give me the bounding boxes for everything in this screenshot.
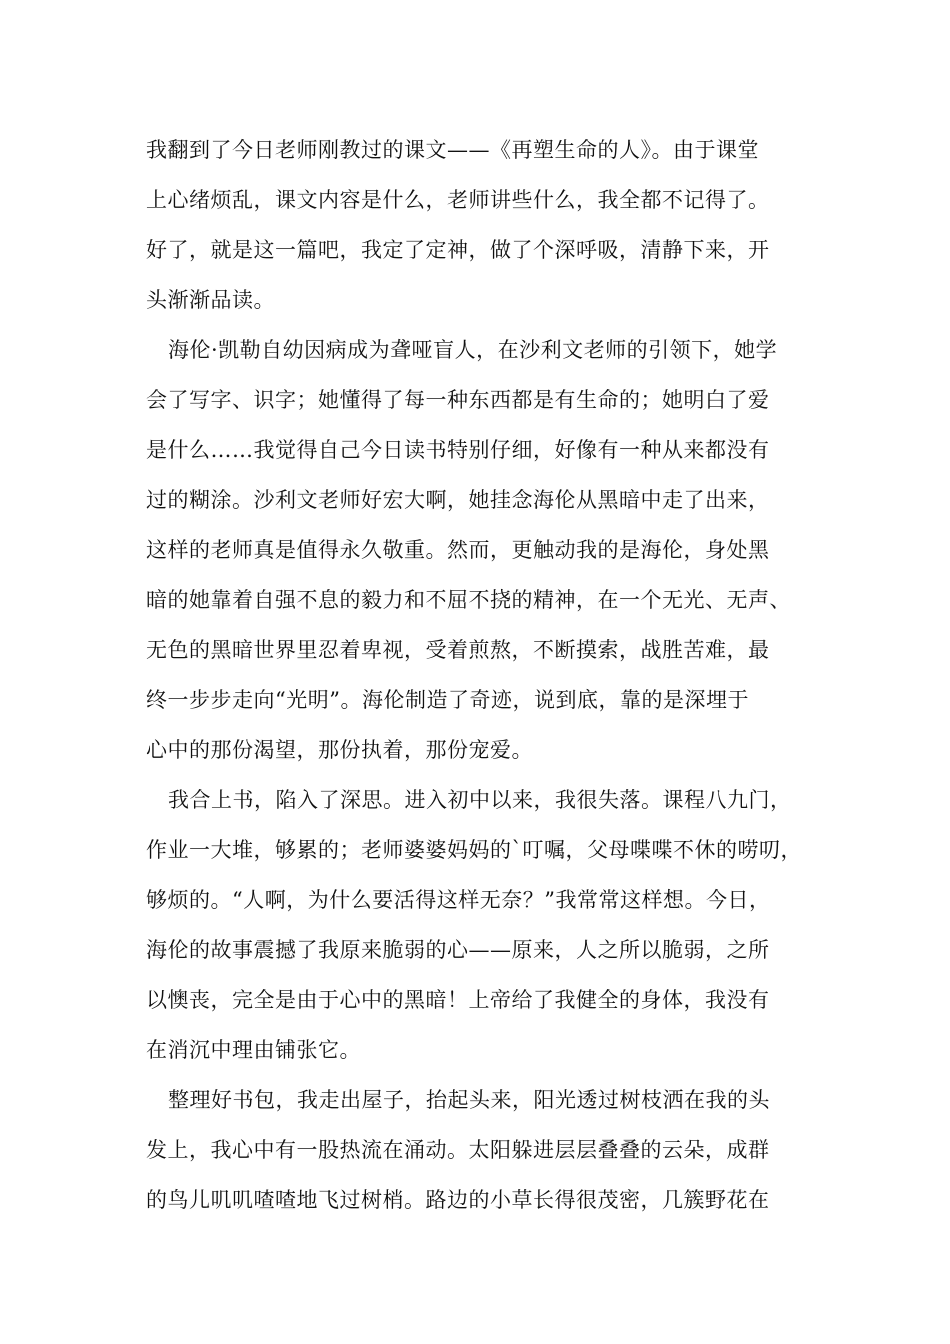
text-line: 心中的那份渴望，那份执着，那份宠爱。: [146, 738, 533, 762]
text-line: 作业一大堆，够累的；老师婆婆妈妈的`叮嘱，父母喋喋不休的唠叨，: [146, 838, 802, 862]
text-line: 过的糊涂。沙利文老师好宏大啊，她挂念海伦从黑暗中走了出来，: [146, 488, 770, 512]
text-line: 头渐渐品读。: [146, 288, 275, 312]
text-line: 好了，就是这一篇吧，我定了定神，做了个深呼吸，清静下来，开: [146, 238, 770, 262]
text-line: 我翻到了今日老师刚教过的课文——《再塑生命的人》。由于课堂: [146, 138, 759, 162]
text-line: 海伦的故事震撼了我原来脆弱的心——原来，人之所以脆弱，之所: [146, 938, 770, 962]
text-line: 发上，我心中有一股热流在涌动。太阳躲进层层叠叠的云朵，成群: [146, 1138, 770, 1162]
text-line: 上心绪烦乱，课文内容是什么，老师讲些什么，我全都不记得了。: [146, 188, 770, 212]
text-line: 的鸟儿叽叽喳喳地飞过树梢。路边的小草长得很茂密，几簇野花在: [146, 1188, 770, 1212]
text-line: 够烦的。“人啊，为什么要活得这样无奈？”我常常这样想。今日，: [146, 888, 771, 912]
text-line: 这样的老师真是值得永久敬重。然而，更触动我的是海伦，身处黑: [146, 538, 770, 562]
text-line: 终一步步走向“光明”。海伦制造了奇迹，说到底，靠的是深埋于: [146, 688, 749, 712]
paragraph-start-line: 整理好书包，我走出屋子，抬起头来，阳光透过树枝洒在我的头: [168, 1088, 770, 1112]
paragraph-start-line: 海伦·凯勒自幼因病成为聋哑盲人，在沙利文老师的引领下，她学: [168, 338, 778, 362]
text-line: 在消沉中理由铺张它。: [146, 1038, 361, 1062]
text-line: 暗的她靠着自强不息的毅力和不屈不挠的精神，在一个无光、无声、: [146, 588, 791, 612]
text-line: 以懊丧，完全是由于心中的黑暗！上帝给了我健全的身体，我没有: [146, 988, 770, 1012]
paragraph-start-line: 我合上书，陷入了深思。进入初中以来，我很失落。课程八九门，: [168, 788, 792, 812]
text-line: 无色的黑暗世界里忍着卑视，受着煎熬，不断摸索，战胜苦难，最: [146, 638, 770, 662]
text-line: 会了写字、识字；她懂得了每一种东西都是有生命的；她明白了爱: [146, 388, 770, 412]
text-line: 是什么……我觉得自己今日读书特别仔细，好像有一种从来都没有: [146, 438, 770, 462]
